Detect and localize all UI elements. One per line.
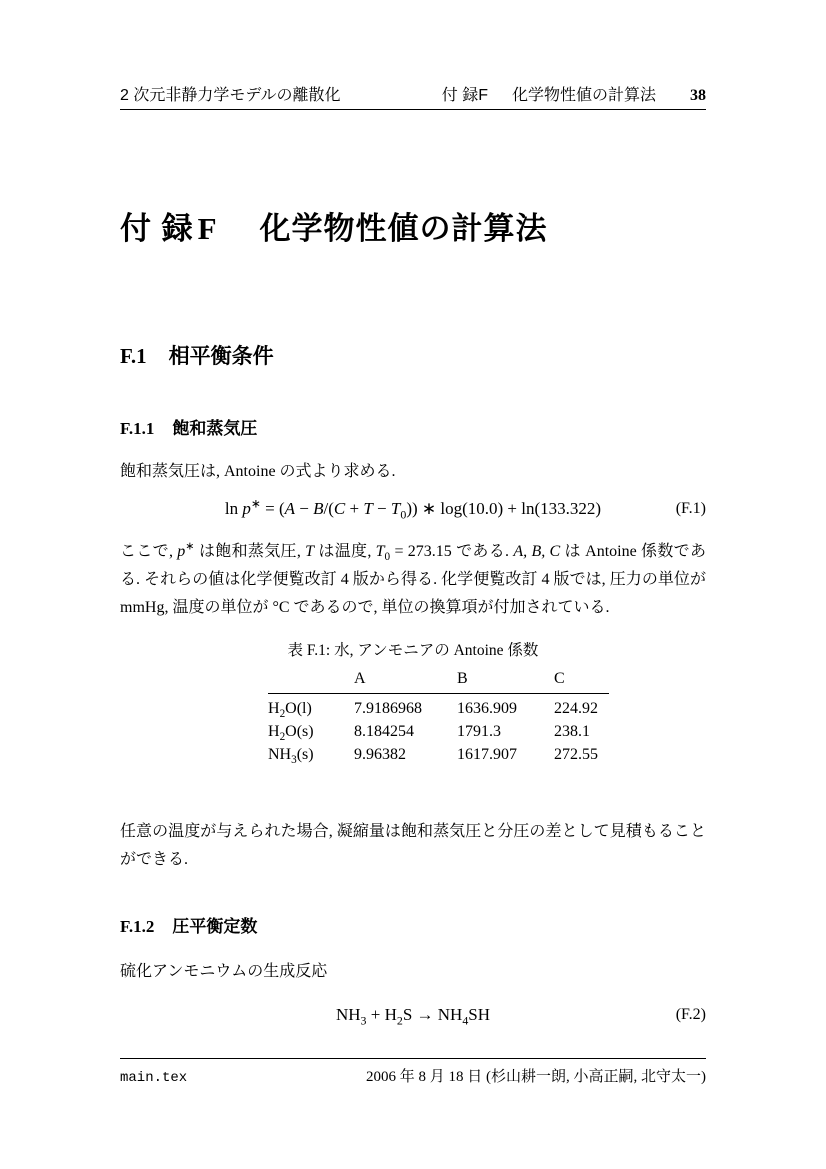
equation-f2-label: (F.2) — [675, 1006, 706, 1023]
paragraph-condensation: 任意の温度が与えられた場合, 凝縮量は飽和蒸気圧と分圧の差として見積もることができる. — [120, 823, 706, 868]
table-header-a: A — [354, 668, 457, 694]
section-number: F.1 — [120, 344, 147, 368]
paragraph-antoine-detail: ここで, p∗ は飽和蒸気圧, T は温度, $T_0 = 273.15$ である. A, B, C は Antoine 係数である. それらの値は化学便覧改訂 4 版から得る. 化学便覧改訂 4 版では, 圧力の単位が mmHg, 温度の単位が °C であるので, 単位の換算項が付加されている. — [120, 540, 706, 616]
row-label: $NH_3(s)$ — [268, 746, 314, 767]
antoine-table — [268, 668, 609, 767]
row-label: $H_2O(s)$ — [268, 723, 314, 744]
cell-a: 7.9186968 — [354, 700, 422, 717]
running-header — [120, 86, 706, 110]
cell-c: 272.55 — [554, 746, 598, 763]
cell-a: 8.184254 — [354, 723, 414, 740]
table-header-row — [268, 668, 609, 694]
chapter-title — [120, 205, 706, 253]
equation-f1-formula: $\ln p^∗ = (A - B/(C + T - T_0))$ ∗ log(10.0) + ln(133.322) — [224, 496, 602, 522]
cell-c: 238.1 — [554, 723, 590, 740]
subsection-number: F.1.1 — [120, 419, 155, 438]
subsection-heading-f12 — [120, 912, 706, 937]
chapter-prefix: 付 録 — [120, 211, 194, 246]
subsection-title: 飽和蒸気圧 — [172, 419, 258, 438]
table-header-empty — [268, 668, 354, 694]
row-label: $H_2O(l)$ — [268, 700, 312, 721]
equation-f1 — [120, 497, 706, 521]
paragraph-antoine-intro: 飽和蒸気圧は, Antoine の式より求める. — [120, 463, 396, 480]
running-header-title: 化学物性値の計算法 — [511, 87, 656, 104]
cell-a: 9.96382 — [354, 746, 406, 763]
page-number: 38 — [690, 87, 706, 104]
page-footer — [120, 1058, 706, 1086]
subsection-number: F.1.2 — [120, 917, 155, 936]
cell-b: 1791.3 — [457, 723, 501, 740]
equation-f1-label: (F.1) — [675, 500, 706, 517]
cell-c: 224.92 — [554, 700, 598, 717]
chapter-letter: F — [197, 211, 218, 246]
table-header-c: C — [554, 668, 609, 694]
table-caption: 表 F.1: 水, アンモニアの Antoine 係数 — [287, 642, 539, 659]
antoine-table-wrap — [120, 668, 706, 767]
section-title: 相平衡条件 — [168, 345, 274, 368]
equation-f2-formula: $NH_3 + H_2S \to NH_4SH$ — [335, 1005, 491, 1028]
section-heading-f1 — [120, 340, 706, 370]
table-row — [268, 721, 609, 744]
paragraph-reaction-intro: 硫化アンモニウムの生成反応 — [120, 963, 328, 980]
cell-b: 1636.909 — [457, 700, 517, 717]
chapter-name: 化学物性値の計算法 — [259, 211, 548, 246]
subsection-title: 圧平衡定数 — [172, 917, 258, 936]
table-header-b: B — [457, 668, 554, 694]
footer-filename: main.tex — [120, 1070, 188, 1086]
table-row — [268, 694, 609, 722]
running-header-right — [442, 86, 706, 105]
footer-date: 2006 年 8 月 18 日 (杉山耕一朗, 小高正嗣, 北守太一) — [366, 1069, 706, 1085]
subsection-heading-f11 — [120, 414, 706, 439]
cell-b: 1617.907 — [457, 746, 517, 763]
running-header-appendix: 付 録F — [441, 87, 488, 104]
table-row — [268, 744, 609, 767]
running-header-left: 2 次元非静力学モデルの離散化 — [120, 87, 341, 104]
equation-f2 — [120, 1003, 706, 1027]
